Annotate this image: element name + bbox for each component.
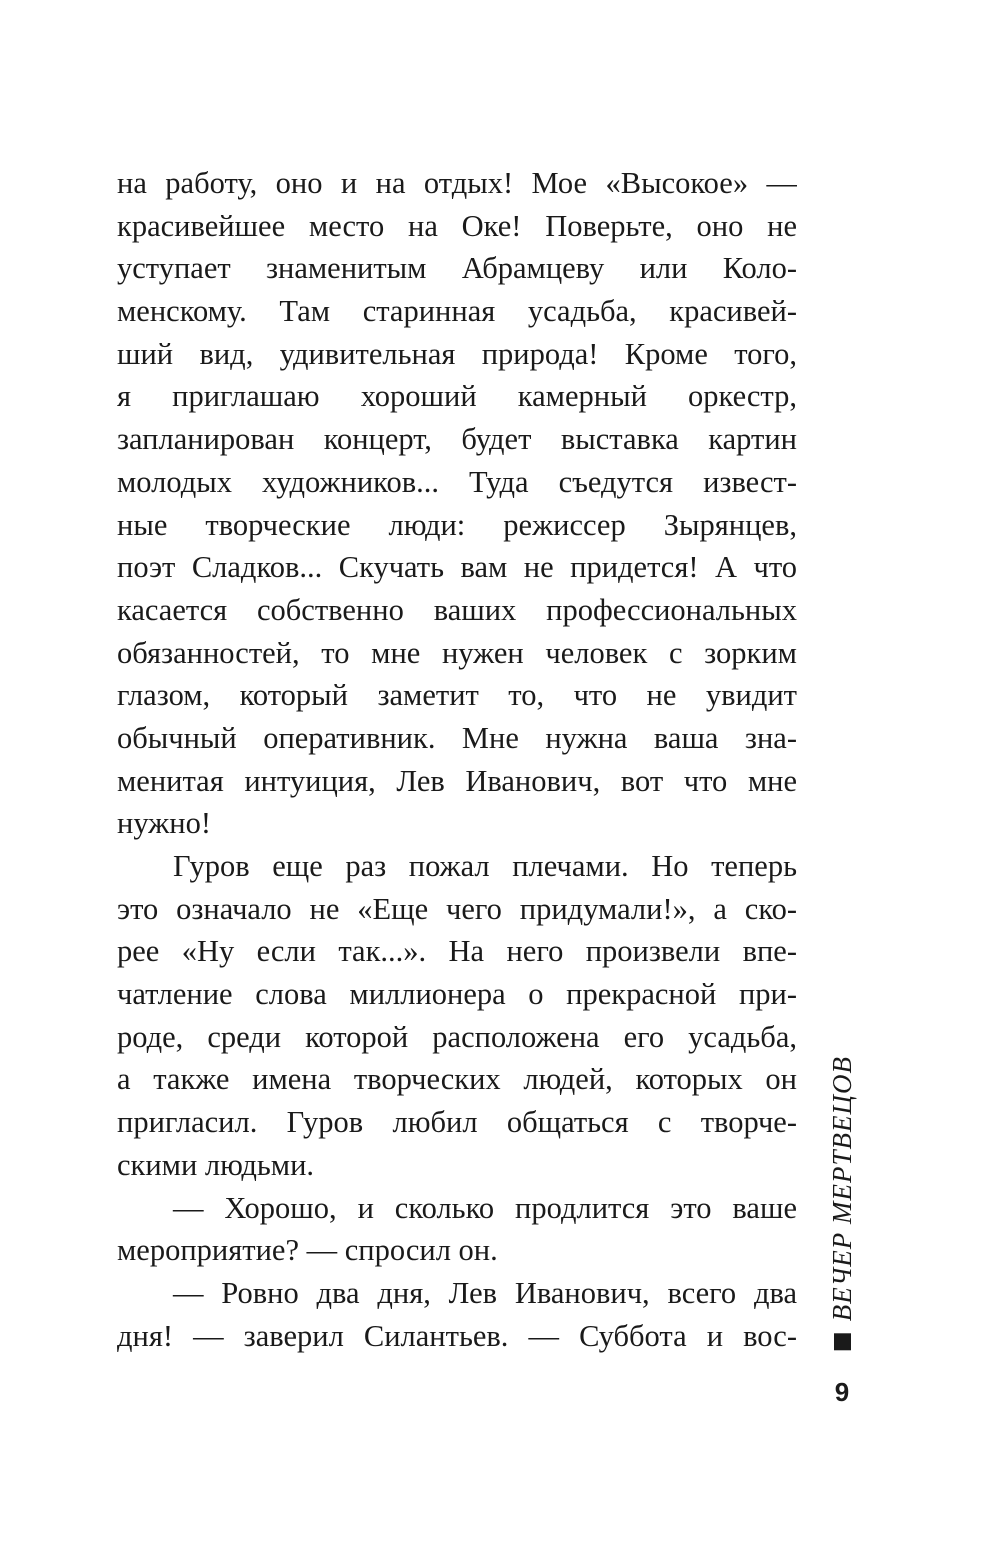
text-line: — Ровно два дня, Лев Иванович, всего два bbox=[173, 1275, 797, 1310]
text-line: я приглашаю хороший камерный оркестр, bbox=[117, 379, 797, 414]
text-line: рее «Ну если так...». На него произвели впе- bbox=[117, 934, 797, 969]
text-line: уступает знаменитым Абрамцеву или Коло- bbox=[117, 251, 797, 286]
text-line: красивейшее место на Оке! Поверьте, оно не bbox=[117, 208, 797, 243]
text-line: обычный оперативник. Мне нужна ваша зна- bbox=[117, 720, 797, 755]
text-line: Гуров еще раз пожал плечами. Но теперь bbox=[173, 849, 797, 883]
text-line: а также имена творческих людей, которых он bbox=[117, 1062, 797, 1097]
text-line: мероприятие? — спросил он. bbox=[117, 1233, 498, 1268]
page-number: 9 bbox=[834, 1377, 850, 1407]
text-line: на работу, оно и на отдых! Мое «Высокое» — bbox=[117, 166, 797, 200]
text-line: ные творческие люди: режиссер Зырянцев, bbox=[117, 507, 797, 542]
running-title-text: ВЕЧЕР МЕРТВЕЦОВ bbox=[826, 1055, 857, 1321]
text-line: пригласил. Гуров любил общаться с творче- bbox=[117, 1105, 797, 1140]
text-line: менскому. Там старинная усадьба, красивей- bbox=[117, 294, 797, 329]
text-line: обязанностей, то мне нужен человек с зорким bbox=[117, 635, 797, 670]
text-line: молодых художников... Туда съедутся извест- bbox=[117, 464, 797, 499]
text-line: дня! — заверил Силантьев. — Суббота и вос- bbox=[117, 1318, 797, 1353]
text-line: нужно! bbox=[117, 806, 211, 841]
text-line: менитая интуиция, Лев Иванович, вот что мне bbox=[117, 763, 797, 798]
text-line: роде, среди которой расположена его усадьба, bbox=[117, 1019, 797, 1054]
text-line: скими людьми. bbox=[117, 1147, 315, 1182]
text-line: это означало не «Еще чего придумали!», а ско- bbox=[117, 891, 797, 926]
square-bullet-icon bbox=[834, 1333, 851, 1350]
text-line: — Хорошо, и сколько продлится это ваше bbox=[173, 1190, 797, 1225]
text-line: касается собственно ваших профессиональных bbox=[117, 592, 797, 627]
text-line: чатление слова миллионера о прекрасной при- bbox=[117, 977, 797, 1012]
text-line: запланирован концерт, будет выставка картин bbox=[117, 422, 797, 457]
running-title bbox=[820, 1030, 864, 1350]
text-line: поэт Сладков... Скучать вам не придется! А что bbox=[117, 550, 797, 585]
text-line: ший вид, удивительная природа! Кроме того, bbox=[117, 336, 797, 371]
page-body-text bbox=[117, 162, 797, 1357]
text-line: глазом, который заметит то, что не увидит bbox=[117, 678, 797, 713]
